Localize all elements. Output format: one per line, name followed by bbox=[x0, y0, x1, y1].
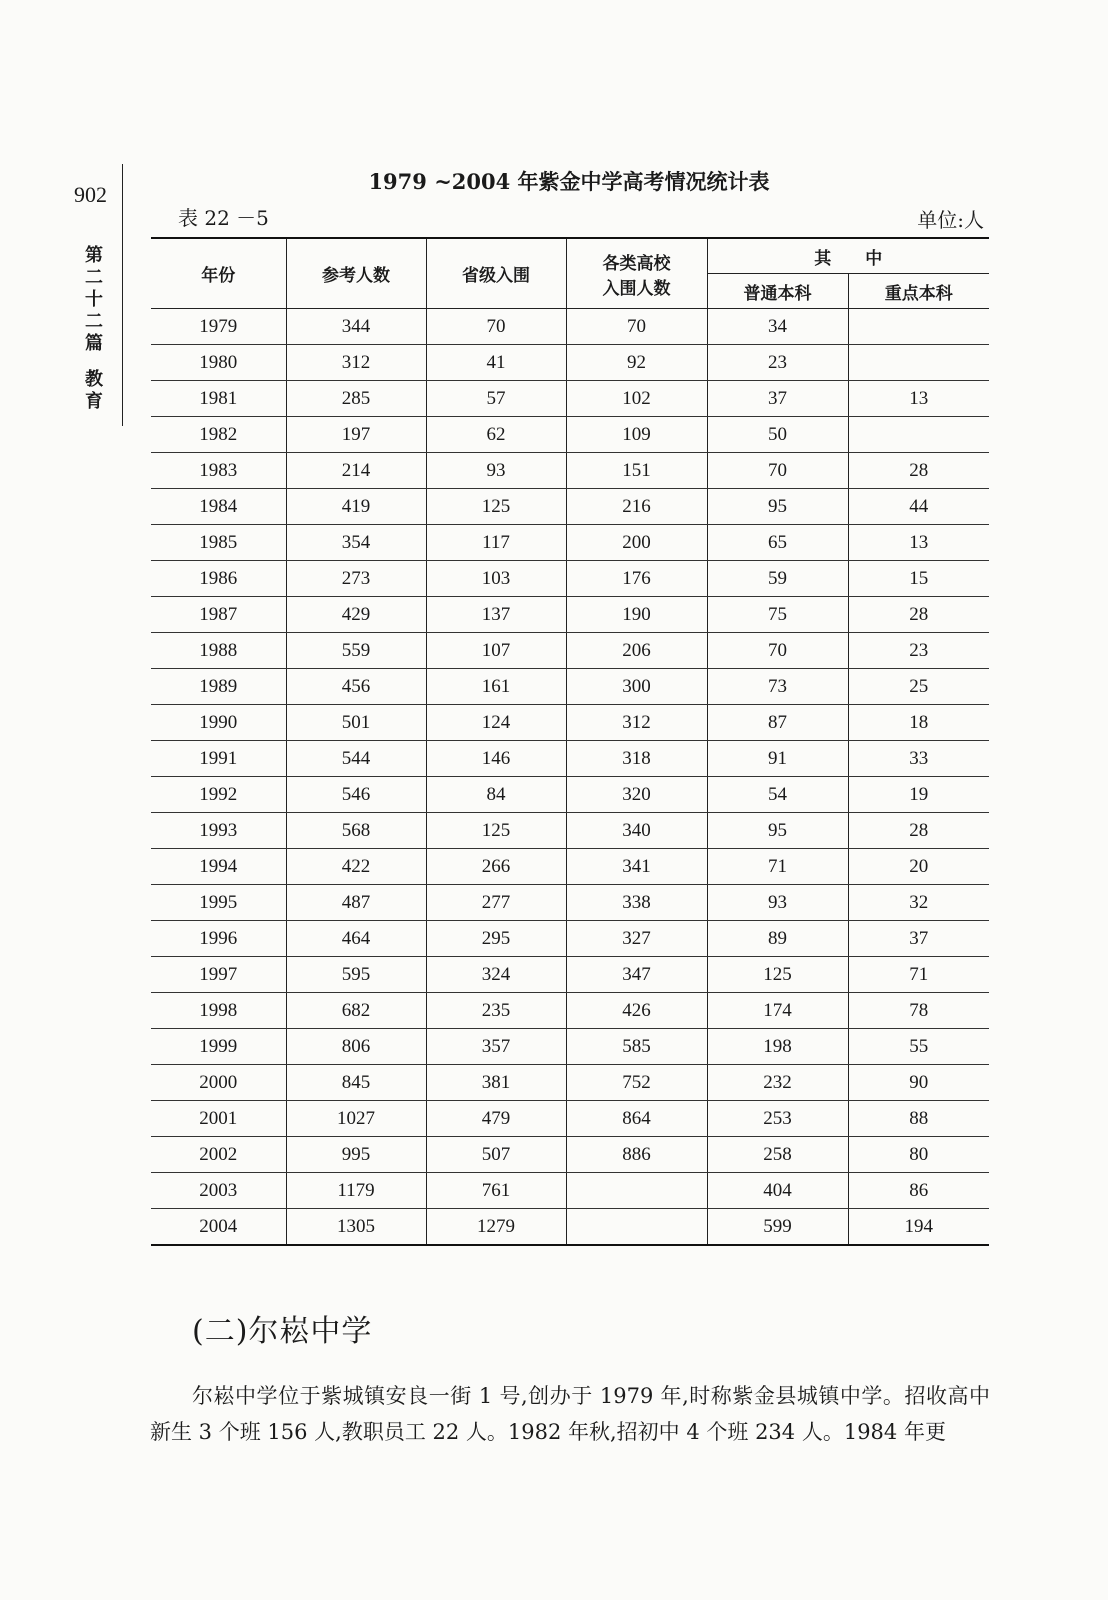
cell-key: 90 bbox=[848, 1065, 989, 1101]
body-paragraph: 尔崧中学位于紫城镇安良一街 1 号,创办于 1979 年,时称紫金县城镇中学。招收高中新生 3 个班 156 人,教职员工 22 人。1982 年秋,招初中 4 个班 234 人。1984 年更 bbox=[150, 1384, 990, 1444]
cell-key bbox=[848, 309, 989, 345]
cell-regular: 87 bbox=[707, 705, 848, 741]
cell-regular: 70 bbox=[707, 633, 848, 669]
cell-key: 80 bbox=[848, 1137, 989, 1173]
cell-participants: 568 bbox=[286, 813, 426, 849]
cell-participants: 285 bbox=[286, 381, 426, 417]
cell-provincial: 381 bbox=[426, 1065, 566, 1101]
cell-participants: 487 bbox=[286, 885, 426, 921]
table-row bbox=[151, 813, 989, 849]
cell-admitted: 151 bbox=[566, 453, 707, 489]
cell-provincial: 57 bbox=[426, 381, 566, 417]
cell-year: 1980 bbox=[151, 345, 286, 381]
cell-regular: 50 bbox=[707, 417, 848, 453]
cell-key bbox=[848, 345, 989, 381]
cell-key: 78 bbox=[848, 993, 989, 1029]
cell-provincial: 357 bbox=[426, 1029, 566, 1065]
table-row bbox=[151, 1137, 989, 1173]
header-year: 年份 bbox=[151, 238, 286, 309]
cell-participants: 273 bbox=[286, 561, 426, 597]
cell-key: 13 bbox=[848, 525, 989, 561]
table-row bbox=[151, 1173, 989, 1209]
header-provincial: 省级入围 bbox=[426, 238, 566, 309]
cell-participants: 312 bbox=[286, 345, 426, 381]
cell-admitted: 752 bbox=[566, 1065, 707, 1101]
header-admitted-line2: 入围人数 bbox=[602, 278, 671, 299]
cell-key: 33 bbox=[848, 741, 989, 777]
cell-regular: 599 bbox=[707, 1209, 848, 1246]
cell-participants: 995 bbox=[286, 1137, 426, 1173]
cell-regular: 125 bbox=[707, 957, 848, 993]
cell-key: 71 bbox=[848, 957, 989, 993]
chapter-label-char: 二 bbox=[85, 311, 103, 332]
cell-year: 1990 bbox=[151, 705, 286, 741]
cell-key: 86 bbox=[848, 1173, 989, 1209]
table-row bbox=[151, 345, 989, 381]
table-row bbox=[151, 1065, 989, 1101]
cell-provincial: 117 bbox=[426, 525, 566, 561]
cell-regular: 75 bbox=[707, 597, 848, 633]
table-row bbox=[151, 1209, 989, 1246]
table-row bbox=[151, 777, 989, 813]
chapter-label-char: 第 bbox=[85, 245, 103, 266]
cell-year: 1983 bbox=[151, 453, 286, 489]
cell-provincial: 235 bbox=[426, 993, 566, 1029]
cell-regular: 73 bbox=[707, 669, 848, 705]
table-row bbox=[151, 381, 989, 417]
cell-participants: 429 bbox=[286, 597, 426, 633]
cell-participants: 464 bbox=[286, 921, 426, 957]
table-row bbox=[151, 921, 989, 957]
cell-participants: 559 bbox=[286, 633, 426, 669]
cell-year: 1981 bbox=[151, 381, 286, 417]
cell-key: 13 bbox=[848, 381, 989, 417]
cell-year: 1999 bbox=[151, 1029, 286, 1065]
cell-key: 88 bbox=[848, 1101, 989, 1137]
cell-regular: 37 bbox=[707, 381, 848, 417]
cell-participants: 1305 bbox=[286, 1209, 426, 1246]
table-row bbox=[151, 561, 989, 597]
header-admitted-line1: 各类高校 bbox=[602, 253, 671, 274]
statistics-table bbox=[151, 237, 989, 1246]
cell-admitted: 338 bbox=[566, 885, 707, 921]
cell-admitted: 102 bbox=[566, 381, 707, 417]
cell-provincial: 266 bbox=[426, 849, 566, 885]
cell-regular: 59 bbox=[707, 561, 848, 597]
cell-regular: 404 bbox=[707, 1173, 848, 1209]
cell-provincial: 103 bbox=[426, 561, 566, 597]
header-admitted bbox=[566, 238, 707, 309]
cell-provincial: 70 bbox=[426, 309, 566, 345]
table-row bbox=[151, 669, 989, 705]
cell-admitted: 886 bbox=[566, 1137, 707, 1173]
cell-regular: 95 bbox=[707, 489, 848, 525]
cell-admitted: 300 bbox=[566, 669, 707, 705]
cell-regular: 65 bbox=[707, 525, 848, 561]
cell-key: 18 bbox=[848, 705, 989, 741]
cell-regular: 71 bbox=[707, 849, 848, 885]
table-row bbox=[151, 705, 989, 741]
cell-year: 2001 bbox=[151, 1101, 286, 1137]
cell-participants: 544 bbox=[286, 741, 426, 777]
table-row bbox=[151, 597, 989, 633]
cell-provincial: 295 bbox=[426, 921, 566, 957]
cell-admitted: 341 bbox=[566, 849, 707, 885]
section-heading: (二)尔崧中学 bbox=[192, 1314, 373, 1349]
cell-participants: 214 bbox=[286, 453, 426, 489]
cell-participants: 197 bbox=[286, 417, 426, 453]
cell-admitted: 347 bbox=[566, 957, 707, 993]
cell-year: 2000 bbox=[151, 1065, 286, 1101]
table-row bbox=[151, 489, 989, 525]
cell-participants: 546 bbox=[286, 777, 426, 813]
cell-admitted: 200 bbox=[566, 525, 707, 561]
table-row bbox=[151, 525, 989, 561]
cell-admitted: 312 bbox=[566, 705, 707, 741]
cell-participants: 354 bbox=[286, 525, 426, 561]
cell-year: 1995 bbox=[151, 885, 286, 921]
chapter-label-char: 十 bbox=[85, 289, 103, 310]
cell-regular: 232 bbox=[707, 1065, 848, 1101]
cell-year: 2003 bbox=[151, 1173, 286, 1209]
table-row bbox=[151, 741, 989, 777]
cell-key: 15 bbox=[848, 561, 989, 597]
margin-rule bbox=[122, 164, 123, 426]
cell-year: 1984 bbox=[151, 489, 286, 525]
table-row bbox=[151, 417, 989, 453]
cell-provincial: 107 bbox=[426, 633, 566, 669]
cell-admitted: 70 bbox=[566, 309, 707, 345]
cell-regular: 34 bbox=[707, 309, 848, 345]
cell-key bbox=[848, 417, 989, 453]
table-row bbox=[151, 849, 989, 885]
cell-participants: 419 bbox=[286, 489, 426, 525]
cell-provincial: 137 bbox=[426, 597, 566, 633]
cell-admitted: 92 bbox=[566, 345, 707, 381]
unit-label: 单位:人 bbox=[917, 208, 984, 232]
cell-participants: 1027 bbox=[286, 1101, 426, 1137]
cell-regular: 258 bbox=[707, 1137, 848, 1173]
table-row bbox=[151, 633, 989, 669]
cell-regular: 91 bbox=[707, 741, 848, 777]
cell-key: 19 bbox=[848, 777, 989, 813]
cell-provincial: 62 bbox=[426, 417, 566, 453]
cell-admitted: 585 bbox=[566, 1029, 707, 1065]
cell-admitted: 206 bbox=[566, 633, 707, 669]
header-key: 重点本科 bbox=[848, 274, 989, 309]
cell-admitted bbox=[566, 1173, 707, 1209]
cell-regular: 54 bbox=[707, 777, 848, 813]
cell-admitted: 176 bbox=[566, 561, 707, 597]
cell-provincial: 125 bbox=[426, 813, 566, 849]
header-participants: 参考人数 bbox=[286, 238, 426, 309]
chapter-label-char: 篇 bbox=[85, 333, 103, 354]
table-body bbox=[151, 309, 989, 1246]
cell-participants: 595 bbox=[286, 957, 426, 993]
cell-participants: 806 bbox=[286, 1029, 426, 1065]
cell-year: 1979 bbox=[151, 309, 286, 345]
page-number: 902 bbox=[74, 182, 107, 207]
cell-admitted: 327 bbox=[566, 921, 707, 957]
table-number: 表 22 －5 bbox=[178, 206, 269, 230]
chapter-label-char: 育 bbox=[85, 391, 103, 412]
cell-year: 1992 bbox=[151, 777, 286, 813]
table-row bbox=[151, 885, 989, 921]
cell-provincial: 479 bbox=[426, 1101, 566, 1137]
cell-provincial: 507 bbox=[426, 1137, 566, 1173]
cell-year: 1987 bbox=[151, 597, 286, 633]
cell-participants: 845 bbox=[286, 1065, 426, 1101]
table-row bbox=[151, 993, 989, 1029]
cell-regular: 23 bbox=[707, 345, 848, 381]
table-title: 1979 ~2004 年紫金中学高考情况统计表 bbox=[368, 169, 770, 194]
cell-regular: 174 bbox=[707, 993, 848, 1029]
cell-regular: 93 bbox=[707, 885, 848, 921]
chapter-label-char: 二 bbox=[85, 267, 103, 288]
table-row bbox=[151, 1101, 989, 1137]
cell-provincial: 761 bbox=[426, 1173, 566, 1209]
cell-provincial: 84 bbox=[426, 777, 566, 813]
cell-admitted: 426 bbox=[566, 993, 707, 1029]
cell-participants: 456 bbox=[286, 669, 426, 705]
cell-year: 1996 bbox=[151, 921, 286, 957]
chapter-label bbox=[82, 245, 106, 413]
cell-year: 2002 bbox=[151, 1137, 286, 1173]
cell-regular: 89 bbox=[707, 921, 848, 957]
cell-regular: 95 bbox=[707, 813, 848, 849]
cell-year: 1997 bbox=[151, 957, 286, 993]
cell-key: 28 bbox=[848, 813, 989, 849]
table-row bbox=[151, 309, 989, 345]
cell-admitted: 216 bbox=[566, 489, 707, 525]
cell-year: 2004 bbox=[151, 1209, 286, 1246]
cell-admitted: 190 bbox=[566, 597, 707, 633]
cell-year: 1986 bbox=[151, 561, 286, 597]
chapter-label-gap bbox=[82, 355, 106, 369]
cell-year: 1982 bbox=[151, 417, 286, 453]
cell-provincial: 93 bbox=[426, 453, 566, 489]
cell-admitted bbox=[566, 1209, 707, 1246]
cell-provincial: 161 bbox=[426, 669, 566, 705]
cell-provincial: 124 bbox=[426, 705, 566, 741]
cell-provincial: 324 bbox=[426, 957, 566, 993]
cell-year: 1988 bbox=[151, 633, 286, 669]
cell-provincial: 125 bbox=[426, 489, 566, 525]
cell-key: 28 bbox=[848, 453, 989, 489]
cell-key: 20 bbox=[848, 849, 989, 885]
cell-year: 1998 bbox=[151, 993, 286, 1029]
header-regular: 普通本科 bbox=[707, 274, 848, 309]
cell-year: 1985 bbox=[151, 525, 286, 561]
cell-provincial: 146 bbox=[426, 741, 566, 777]
cell-year: 1989 bbox=[151, 669, 286, 705]
cell-key: 32 bbox=[848, 885, 989, 921]
cell-key: 55 bbox=[848, 1029, 989, 1065]
cell-year: 1993 bbox=[151, 813, 286, 849]
cell-regular: 198 bbox=[707, 1029, 848, 1065]
cell-key: 44 bbox=[848, 489, 989, 525]
cell-participants: 422 bbox=[286, 849, 426, 885]
cell-regular: 253 bbox=[707, 1101, 848, 1137]
cell-provincial: 277 bbox=[426, 885, 566, 921]
cell-admitted: 109 bbox=[566, 417, 707, 453]
cell-admitted: 320 bbox=[566, 777, 707, 813]
table-row bbox=[151, 957, 989, 993]
cell-regular: 70 bbox=[707, 453, 848, 489]
cell-year: 1994 bbox=[151, 849, 286, 885]
cell-participants: 501 bbox=[286, 705, 426, 741]
cell-key: 28 bbox=[848, 597, 989, 633]
cell-key: 37 bbox=[848, 921, 989, 957]
cell-admitted: 864 bbox=[566, 1101, 707, 1137]
cell-participants: 1179 bbox=[286, 1173, 426, 1209]
header-among: 其 中 bbox=[707, 238, 989, 274]
cell-key: 25 bbox=[848, 669, 989, 705]
cell-participants: 344 bbox=[286, 309, 426, 345]
cell-participants: 682 bbox=[286, 993, 426, 1029]
table-row bbox=[151, 1029, 989, 1065]
cell-key: 23 bbox=[848, 633, 989, 669]
cell-key: 194 bbox=[848, 1209, 989, 1246]
cell-provincial: 41 bbox=[426, 345, 566, 381]
table-row bbox=[151, 453, 989, 489]
cell-admitted: 340 bbox=[566, 813, 707, 849]
cell-admitted: 318 bbox=[566, 741, 707, 777]
cell-year: 1991 bbox=[151, 741, 286, 777]
chapter-label-char: 教 bbox=[85, 369, 103, 390]
cell-provincial: 1279 bbox=[426, 1209, 566, 1246]
